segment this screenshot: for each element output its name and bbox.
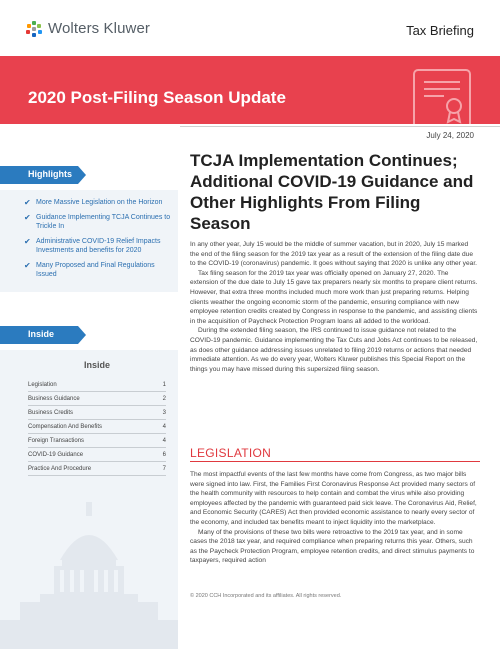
highlight-item[interactable]: ✔ Guidance Implementing TCJA Continues to Trickle In bbox=[24, 213, 171, 230]
highlight-item[interactable]: ✔ More Massive Legislation on the Horizon bbox=[24, 198, 163, 207]
toc-row[interactable]: Foreign Transactions 4 bbox=[28, 436, 166, 448]
highlight-item[interactable]: ✔ Many Proposed and Final Regulations Issued bbox=[24, 261, 155, 278]
toc-row[interactable]: COVID-19 Guidance 6 bbox=[28, 450, 166, 462]
toc-row[interactable]: Practice And Procedure 7 bbox=[28, 464, 166, 476]
highlights-list bbox=[24, 198, 174, 285]
inside-tab: Inside bbox=[0, 326, 78, 344]
check-icon: ✔ bbox=[24, 198, 31, 207]
banner-title: 2020 Post-Filing Season Update bbox=[28, 88, 286, 107]
legislation-body bbox=[190, 470, 478, 566]
section-rule bbox=[190, 461, 480, 462]
toc-row[interactable]: Compensation And Benefits 4 bbox=[28, 422, 166, 434]
intro-paragraph: In any other year, July 15 would be the middle of summer vacation, but in 2020, July 15 marked the end of the filing season for the 2019 tax year as a result of the extension of the filing date due to the COVID-19 (coronavirus) pandemic. It goes without saying that 2020 is unlike any other year. bbox=[190, 241, 477, 268]
intro-body bbox=[190, 240, 478, 374]
article-headline: TCJA Implementation Continues; Additional COVID-19 Guidance and Other Highlights From Filing Season bbox=[190, 151, 474, 233]
brand-name: Wolters Kluwer bbox=[48, 20, 150, 37]
brand-logo[interactable] bbox=[26, 20, 150, 37]
publish-date: July 24, 2020 bbox=[426, 131, 474, 140]
intro-paragraph: During the extended filing season, the IRS continued to issue guidance not related to the COVID-19 pandemic. Guidance implementing the Tax Cuts and Jobs Act continues to be released, as does other guidance addressing issues unrelated to filing 2019 returns or actions that needed immediate attention. As we do every year, Wolters Kluwer publishes this Special Report on the things you may have missed during this supersized filing season. bbox=[190, 327, 478, 373]
check-icon: ✔ bbox=[24, 213, 31, 222]
check-icon: ✔ bbox=[24, 261, 31, 270]
toc-row[interactable]: Legislation 1 bbox=[28, 380, 166, 392]
check-icon: ✔ bbox=[24, 237, 31, 246]
logo-icon bbox=[26, 21, 42, 37]
toc-title: Inside bbox=[83, 360, 110, 370]
capitol-illustration bbox=[0, 500, 178, 649]
toc-row[interactable]: Business Guidance 2 bbox=[28, 394, 166, 406]
title-banner bbox=[0, 56, 500, 124]
toc-row[interactable]: Business Credits 3 bbox=[28, 408, 166, 420]
intro-paragraph: Tax filing season for the 2019 tax year was officially opened on January 27, 2020. The extension of the due date to July 15 gave tax preparers nearly six months to prepare client returns. However, that extra three months included much more work than just preparing returns. Helping clients weather the ongoing economic storm of the pandemic, ensuring compliance with new employee retention credits created by Congress in response to the pandemic, and assisting clients in the acquisition of Paycheck Protection Program loans all added to the workload. bbox=[190, 269, 478, 325]
legislation-paragraph: The most impactful events of the last few months have come from Congress, as two major bills were signed into law. First, the Families First Coronavirus Response Act provided many sectors of the health community with resources to help contain and combat the virus while also providing employees affected by the pandemic with guaranteed paid sick leave. The Coronavirus Aid, Relief, and Economic Security (CARES) Act then provided economic assistance to nearly every sector of the economy, and included tax benefits meant to inject liquidity into the marketplace. bbox=[190, 471, 477, 526]
header-rule bbox=[180, 126, 500, 127]
page-header bbox=[0, 0, 500, 56]
certificate-icon bbox=[410, 64, 476, 124]
legislation-paragraph: Many of the provisions of these two bills were retroactive to the 2019 tax year, and in some cases the 2018 tax year, and required compliance when preparing returns this year. Others, such as the Paycheck Protection Program, employee retention credits, and direct stimulus payments to taxpayers, required action bbox=[190, 528, 475, 565]
section-heading-legislation: LEGISLATION bbox=[190, 446, 272, 460]
highlights-tab: Highlights bbox=[0, 166, 78, 184]
table-of-contents bbox=[28, 360, 166, 478]
copyright-footer: © 2020 CCH Incorporated and its affiliates. All rights reserved. bbox=[190, 593, 342, 599]
product-name: Tax Briefing bbox=[406, 23, 474, 38]
highlight-item[interactable]: ✔ Administrative COVID-19 Relief Impacts Investments and benefits for 2020 bbox=[24, 237, 161, 254]
